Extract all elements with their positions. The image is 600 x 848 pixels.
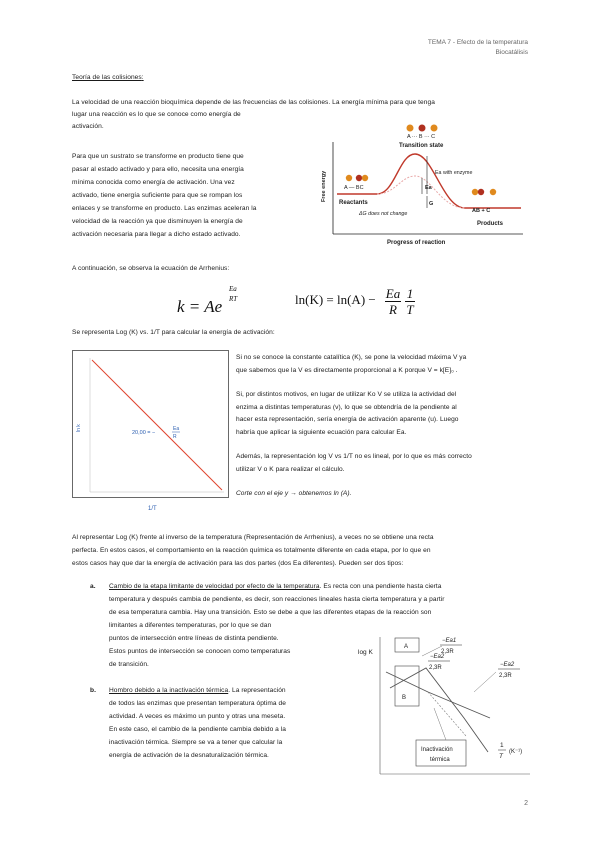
- delta-g-label: ΔG does not change: [359, 211, 408, 217]
- p4-line: Corte con el eje y → obtenemos ln (A).: [236, 490, 352, 497]
- sustrato-line: activado, tiene energía suficiente para que se rompan los: [72, 192, 243, 199]
- slope1-num: −Ea1: [442, 638, 457, 644]
- intro-line: activación.: [72, 123, 104, 130]
- sustrato-line: Para que un sustrato se transforme en producto tiene que: [72, 153, 244, 160]
- eq2-f1-den: R: [385, 301, 401, 318]
- arrhenius-diagram: [350, 632, 535, 782]
- reactants-label: Reactants: [339, 200, 368, 206]
- energy-diagram: [315, 122, 530, 254]
- atom-c: [431, 125, 438, 132]
- item-b-line: de todos las enzimas que presentan temperatura óptima de: [109, 700, 286, 707]
- x-label-den: T: [499, 753, 503, 760]
- item-a-line: de esa temperatura cambia. Hay una transición. Esto se debe a que las diferentes etapas de la reacción son: [109, 609, 432, 616]
- slope2-den: 2,3R: [429, 665, 442, 671]
- x-axis-label: Progress of reaction: [387, 240, 446, 246]
- reactant-molecule-label: A — BC: [344, 185, 364, 191]
- catalysed-curve: [377, 176, 465, 208]
- ea-enzyme-label: Ea with enzyme: [435, 170, 473, 176]
- representar-line: estos casos hay que dar la energía de activación para las dos partes (dos Ea diferentes). Pueden ser dos tipos:: [72, 560, 404, 567]
- plot-y-label: ln k: [76, 424, 82, 432]
- item-a-line: limitantes a diferentes temperaturas, por lo que se dan: [109, 622, 272, 629]
- equation-exponential: [177, 285, 238, 317]
- products-label: Products: [477, 221, 504, 227]
- right-paragraphs: [236, 352, 472, 501]
- diag-y-label: log K: [358, 649, 373, 656]
- lnk-plot: [72, 350, 230, 518]
- p3-line: Además, la representación log V vs 1/T no es lineal, por lo que es más correcto: [236, 453, 472, 460]
- p2-line: habría que aplicar la siguiente ecuación para calcular Ea.: [236, 428, 407, 436]
- slope3-den: 2,3R: [499, 673, 512, 679]
- p2-line: Si, por distintos motivos, en lugar de utilizar Ko V se utiliza la actividad del: [236, 391, 457, 398]
- slope3-num: −Ea2: [500, 662, 515, 668]
- sustrato-line: pasar al estado activado y para ello, necesita una energía: [72, 166, 244, 173]
- sustrato-line: activación necesaria para llegar a dicho estado activado.: [72, 231, 241, 238]
- eq2-f2: [405, 286, 415, 318]
- section-title-text: Teoría de las colisiones: [72, 74, 142, 81]
- p1-line: Si no se conoce la constante catalítica (K), se pone la velocidad máxima V ya: [236, 354, 467, 361]
- g-label: G: [429, 201, 434, 207]
- item-a-line: de transición.: [109, 661, 149, 668]
- header-subject: Biocatálisis: [495, 49, 528, 56]
- eq1-exp-num: Ea: [229, 285, 237, 293]
- slope-num: Ea: [173, 426, 180, 432]
- eq2-lhs: ln(K) = ln(A) −: [295, 292, 376, 307]
- item-a-first-rest: . Es recta con una pendiente hasta cierta: [319, 583, 442, 590]
- item-b-marker: b.: [90, 687, 96, 694]
- page-number: 2: [524, 800, 528, 807]
- ea-label: Ea: [425, 185, 432, 191]
- item-a-marker: a.: [90, 583, 96, 590]
- slope1-den: 2,3R: [441, 649, 454, 655]
- item-a-line: temperatura y después cambia de pendiente, es decir, son reacciones lineales hasta cierta temperatura y a partir: [109, 596, 445, 603]
- item-b-line: actividad. A veces es máximo un punto y otras una meseta.: [109, 713, 286, 720]
- p1-line: que sabemos que la V es directamente proporcional a K porque V = k[E]₀ .: [236, 366, 458, 374]
- slope-den: R: [173, 434, 177, 440]
- item-b-line: energía de activación de la desnaturalización térmica.: [109, 752, 269, 759]
- representar-line: perfecta. En estos casos, el comportamiento en la reacción química es totalmente diferente en cada etapa, por lo que en: [72, 547, 431, 554]
- equation-log: [295, 286, 414, 317]
- item-b-title: Hombro debido a la inactivación térmica: [109, 687, 229, 694]
- header-topic: TEMA 7 - Efecto de la temperatura: [427, 39, 528, 46]
- inactivation-line1: Inactivación: [421, 747, 453, 753]
- representar-line: Al representar Log (K) frente al inverso de la temperatura (Representación de Arrhenius), a veces no se obtiene una recta: [72, 534, 434, 541]
- log-plot-intro: Se representa Log (K) vs. 1/T para calcular la energía de activación:: [72, 329, 275, 336]
- atom-a: [407, 125, 414, 132]
- section-title: Teoría de las colisiones:: [72, 74, 144, 81]
- transition-state-label: Transition state: [399, 143, 444, 149]
- eq2-f1: [385, 286, 401, 318]
- eq2-f1-num: Ea: [385, 286, 401, 301]
- sustrato-line: enlaces y se transforme en producto. Las enzimas aceleran la: [72, 205, 257, 212]
- p3-line: utilizar V o K para realizar el cálculo.: [236, 465, 345, 473]
- item-a-line: puntos de intersección entre líneas de distinta pendiente.: [109, 635, 279, 642]
- eq1-exp-den: RT: [229, 295, 238, 303]
- running-header: [428, 38, 528, 58]
- item-b-first-rest: . La representación: [228, 687, 286, 694]
- transition-top-label: A ··· B ··· C: [407, 134, 436, 140]
- x-label-num: 1: [500, 742, 504, 749]
- sustrato-paragraph: [72, 150, 256, 241]
- item-b-line: inactivación térmica. Siempre se va a tener que calcular la: [109, 739, 283, 746]
- arrhenius-intro: A continuación, se observa la ecuación de Arrhenius:: [72, 265, 230, 272]
- atom-b: [419, 125, 426, 132]
- item-b-line: En este caso, el cambio de la pendiente cambia debido a la: [109, 726, 287, 733]
- p2-line: enzima a distintas temperaturas (v), lo que se obtendría de la pendiente al: [236, 403, 457, 411]
- list-item-b: [92, 684, 342, 762]
- item-a-title: Cambio de la etapa limitante de velocidad por efecto de la temperatura: [109, 583, 320, 590]
- sustrato-line: mínima conocida como energía de activación. Una vez: [72, 179, 235, 186]
- x-unit: (K⁻¹): [509, 749, 523, 755]
- intro-line: lugar una reacción es lo que se conoce como energía de: [72, 111, 241, 118]
- eq1-lhs: k = Ae: [177, 297, 223, 316]
- eq2-f2-num: 1: [406, 286, 414, 301]
- representar-paragraph: [72, 531, 434, 570]
- sustrato-line: velocidad de la reacción ya que disminuyen la energía de: [72, 218, 243, 225]
- plot-x-label: 1/T: [148, 506, 157, 512]
- inactivation-line2: térmica: [430, 757, 450, 763]
- product-molecule-label: AB + C: [472, 208, 491, 214]
- slope2-num: −Ea2: [430, 654, 445, 660]
- intro-line: La velocidad de una reacción bioquímica depende de las frecuencias de las colisiones. La energía mínima para que tenga: [72, 99, 435, 106]
- item-a-line: Estos puntos de intersección se conocen como temperaturas: [109, 648, 291, 655]
- eq2-f2-den: T: [406, 302, 414, 317]
- slope-label: 20,00 = −: [132, 430, 156, 436]
- y-axis-label: Free energy: [321, 170, 327, 202]
- box-a-label: A: [404, 644, 409, 650]
- box-b-label: B: [402, 695, 407, 701]
- p2-line: hacer esta representación, sería energía de activación aparente (u). Luego: [236, 416, 459, 423]
